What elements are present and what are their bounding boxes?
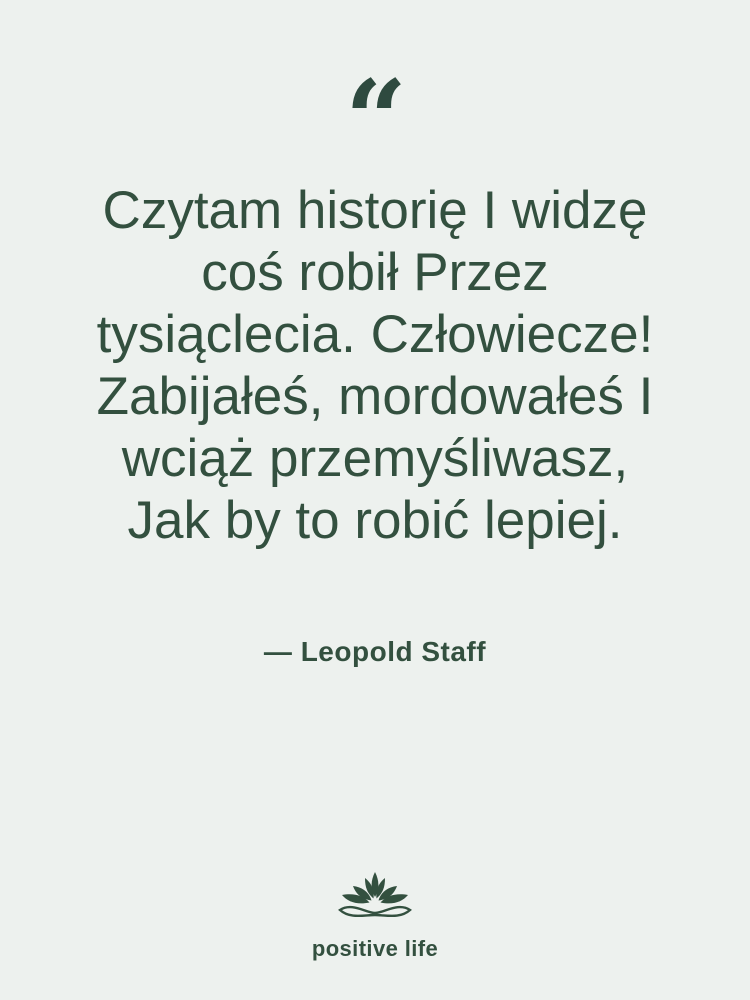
quote-line: Jak by to robić lepiej. [127,491,623,550]
brand-footer [312,866,438,962]
quotation-mark-icon: “ [344,57,406,183]
quote-line: Czytam historię I widzę [102,181,648,240]
brand-name: positive life [311,936,439,961]
quote-line: tysiąclecia. Człowiecze! [96,305,654,364]
quote-line: Zabijałeś, mordowałeś I [96,367,654,426]
quote-line: wciąż przemyśliwasz, [121,429,629,488]
lotus-flower-icon [332,866,418,928]
quote-line: coś robił Przez [201,243,549,302]
quote-text [55,180,695,552]
quote-attribution: — Leopold Staff [263,636,487,667]
